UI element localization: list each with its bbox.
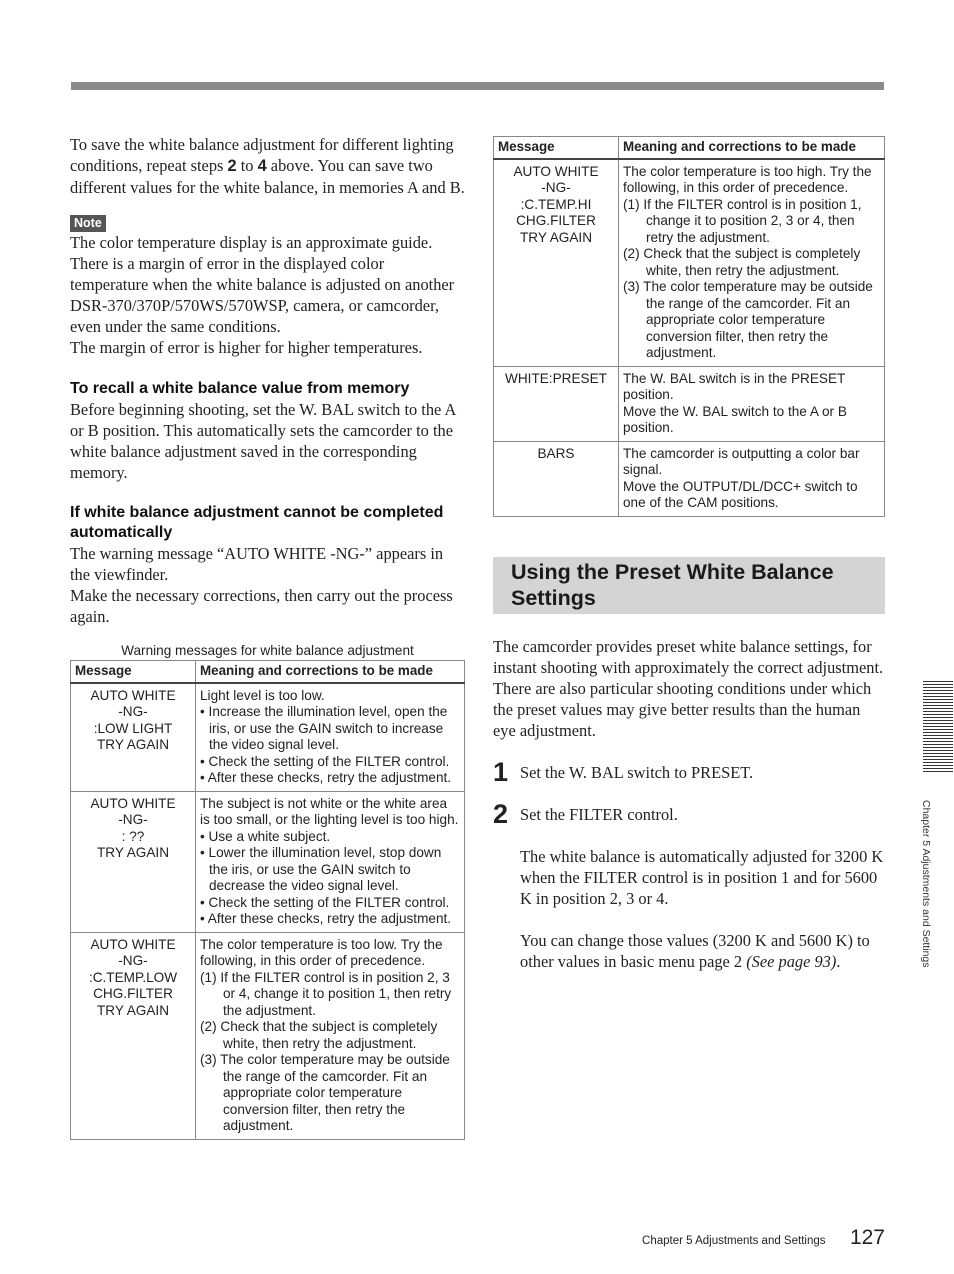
section-heading-box — [493, 557, 885, 614]
bullet-item: • After these checks, retry the adjustment. — [200, 770, 452, 785]
message-cell: AUTO WHITE -NG- : ?? TRY AGAIN — [71, 791, 196, 932]
section-intro: The camcorder provides preset white balance settings, for instant shooting with approximately the correct adjustment. There are also particular shooting conditions under which the preset values may give better results than the human eye adjustment. — [493, 636, 884, 740]
message-cell: AUTO WHITE -NG- :C.TEMP.LOW CHG.FILTER TRY AGAIN — [71, 932, 196, 1139]
bullet-item: • Check the setting of the FILTER control. — [200, 753, 450, 769]
table-header-message: Message — [71, 661, 196, 683]
bullet-text: After these checks, retry the adjustment. — [207, 770, 452, 785]
fail-heading: If white balance adjustment cannot be completed automatically — [70, 504, 444, 541]
step-text: Set the FILTER control. — [520, 804, 678, 824]
numbered-item: (3) The color temperature may be outside the range of the camcorder. Fit an appropriate color temperature conversion filter, then retry the adjustment. — [623, 279, 873, 360]
meaning-cell — [196, 932, 465, 1139]
bullet-text: Check the setting of the FILTER control. — [208, 894, 450, 910]
meaning-text: Move the W. BAL switch to the A or B position. — [623, 403, 847, 435]
message-cell: WHITE:PRESET — [494, 366, 619, 441]
numbered-item: (2) Check that the subject is completely white, then retry the adjustment. — [200, 1019, 438, 1051]
message-cell: AUTO WHITE -NG- :LOW LIGHT TRY AGAIN — [71, 683, 196, 792]
recall-heading: To recall a white balance value from memory — [70, 380, 410, 397]
bullet-text: After these checks, retry the adjustment. — [207, 911, 452, 926]
section-title: Using the Preset White Balance Settings — [511, 559, 834, 610]
recall-text: Before beginning shooting, set the W. BAL switch to the A or B position. This automatically sets the camcorder to the white balance adjustment saved in the corresponding memory. — [70, 400, 456, 482]
chapter-side-label: Chapter 5 Adjustments and Settings — [920, 800, 932, 968]
table-row — [71, 932, 465, 1139]
numbered-item: (3) The color temperature may be outside the range of the camcorder. Fit an appropriate color temperature conversion filter, then retry the adjustment. — [200, 1052, 450, 1133]
intro-paragraph: To save the white balance adjustment for different lighting conditions, repeat steps 2 to 4 above. You can save two different values for the white balance, in memories A and B. — [70, 135, 465, 197]
page-reference-link[interactable]: (See page 93) — [746, 951, 837, 971]
bullet-text: Use a white subject. — [208, 828, 331, 844]
table-header-meaning: Meaning and corrections to be made — [619, 137, 885, 159]
meaning-cell — [619, 366, 885, 441]
step-text: Set the W. BAL switch to PRESET. — [520, 762, 754, 782]
footer-chapter: Chapter 5 Adjustments and Settings — [642, 1235, 826, 1247]
numbered-item: (1) If the FILTER control is in position 1, change it to position 2, 3 or 4, then retry the adjustment. — [623, 196, 862, 245]
message-cell: AUTO WHITE -NG- :C.TEMP.HI CHG.FILTER TRY AGAIN — [494, 159, 619, 367]
message-cell: BARS — [494, 441, 619, 516]
meaning-text: Move the OUTPUT/DL/DCC+ switch to one of the CAM positions. — [623, 478, 858, 510]
header-rule — [71, 82, 884, 90]
right-column — [493, 136, 885, 972]
step-number: 2 — [493, 798, 509, 829]
table-row — [71, 791, 465, 932]
step-number: 1 — [493, 756, 509, 787]
table-row — [71, 683, 465, 792]
note-badge: Note — [70, 215, 106, 232]
meaning-text: The color temperature is too low. Try the following, in this order of precedence. — [200, 936, 443, 968]
meaning-text: The camcorder is outputting a color bar signal. — [623, 445, 860, 477]
step-2-note: You can change those values (3200 K and 5600 K) to other values in basic menu page 2 (See page 93). — [520, 930, 870, 971]
meaning-text: The subject is not white or the white area is too small, or the lighting level is too high. — [200, 795, 459, 827]
bullet-item: • After these checks, retry the adjustment. — [200, 911, 452, 926]
meaning-cell — [196, 791, 465, 932]
left-column — [70, 134, 465, 1140]
step-2-detail: The white balance is automatically adjusted for 3200 K when the FILTER control is in position 1 and for 5600 K in position 2, 3 or 4. — [520, 846, 884, 908]
page-footer — [642, 1226, 885, 1250]
bullet-item: • Lower the illumination level, stop down the iris, or use the GAIN switch to decrease the video signal level. — [200, 845, 442, 893]
page-number: 127 — [849, 1226, 885, 1249]
meaning-cell — [619, 159, 885, 367]
meaning-cell — [196, 683, 465, 792]
numbered-item: (2) Check that the subject is completely white, then retry the adjustment. — [623, 246, 861, 278]
bullet-text: Lower the illumination level, stop down the iris, or use the GAIN switch to decrease the video signal level. — [208, 845, 442, 893]
table-row — [494, 159, 885, 367]
table-row — [494, 366, 885, 441]
meaning-text: Light level is too low. — [200, 687, 325, 703]
warning-table — [70, 660, 465, 1140]
bullet-item: • Check the setting of the FILTER control. — [200, 894, 450, 910]
bullet-item: • Use a white subject. — [200, 828, 331, 844]
meaning-cell — [619, 441, 885, 516]
numbered-item: (1) If the FILTER control is in position 2, 3 or 4, change it to position 1, then retry the adjustment. — [200, 969, 452, 1018]
warning-table-continued — [493, 136, 885, 517]
table-header-meaning: Meaning and corrections to be made — [196, 661, 465, 683]
meaning-text: The W. BAL switch is in the PRESET position. — [623, 370, 846, 402]
note-text: The color temperature display is an approximate guide. There is a margin of error in the displayed color temperature when the white balance is adjusted on another DSR-370/370P/570WS/570WSP, camera, or camcorder, even under the same conditions. The margin of error is higher for higher temperatures. — [70, 233, 455, 357]
table-caption: Warning messages for white balance adjustment — [121, 643, 414, 658]
fail-text: The warning message “AUTO WHITE -NG-” appears in the viewfinder. Make the necessary corrections, then carry out the process again. — [70, 544, 453, 626]
table-row — [494, 441, 885, 516]
step-2 — [493, 798, 885, 972]
table-header-message: Message — [494, 137, 619, 159]
bullet-text: Increase the illumination level, open the iris, or use the GAIN switch to increase the video signal level. — [208, 704, 448, 752]
step-1 — [493, 756, 885, 787]
meaning-text: The color temperature is too high. Try the following, in this order of precedence. — [623, 163, 872, 195]
chapter-thumb-tab — [923, 681, 953, 773]
bullet-text: Check the setting of the FILTER control. — [208, 753, 450, 769]
bullet-item: • Increase the illumination level, open the iris, or use the GAIN switch to increase the video signal level. — [200, 704, 448, 752]
